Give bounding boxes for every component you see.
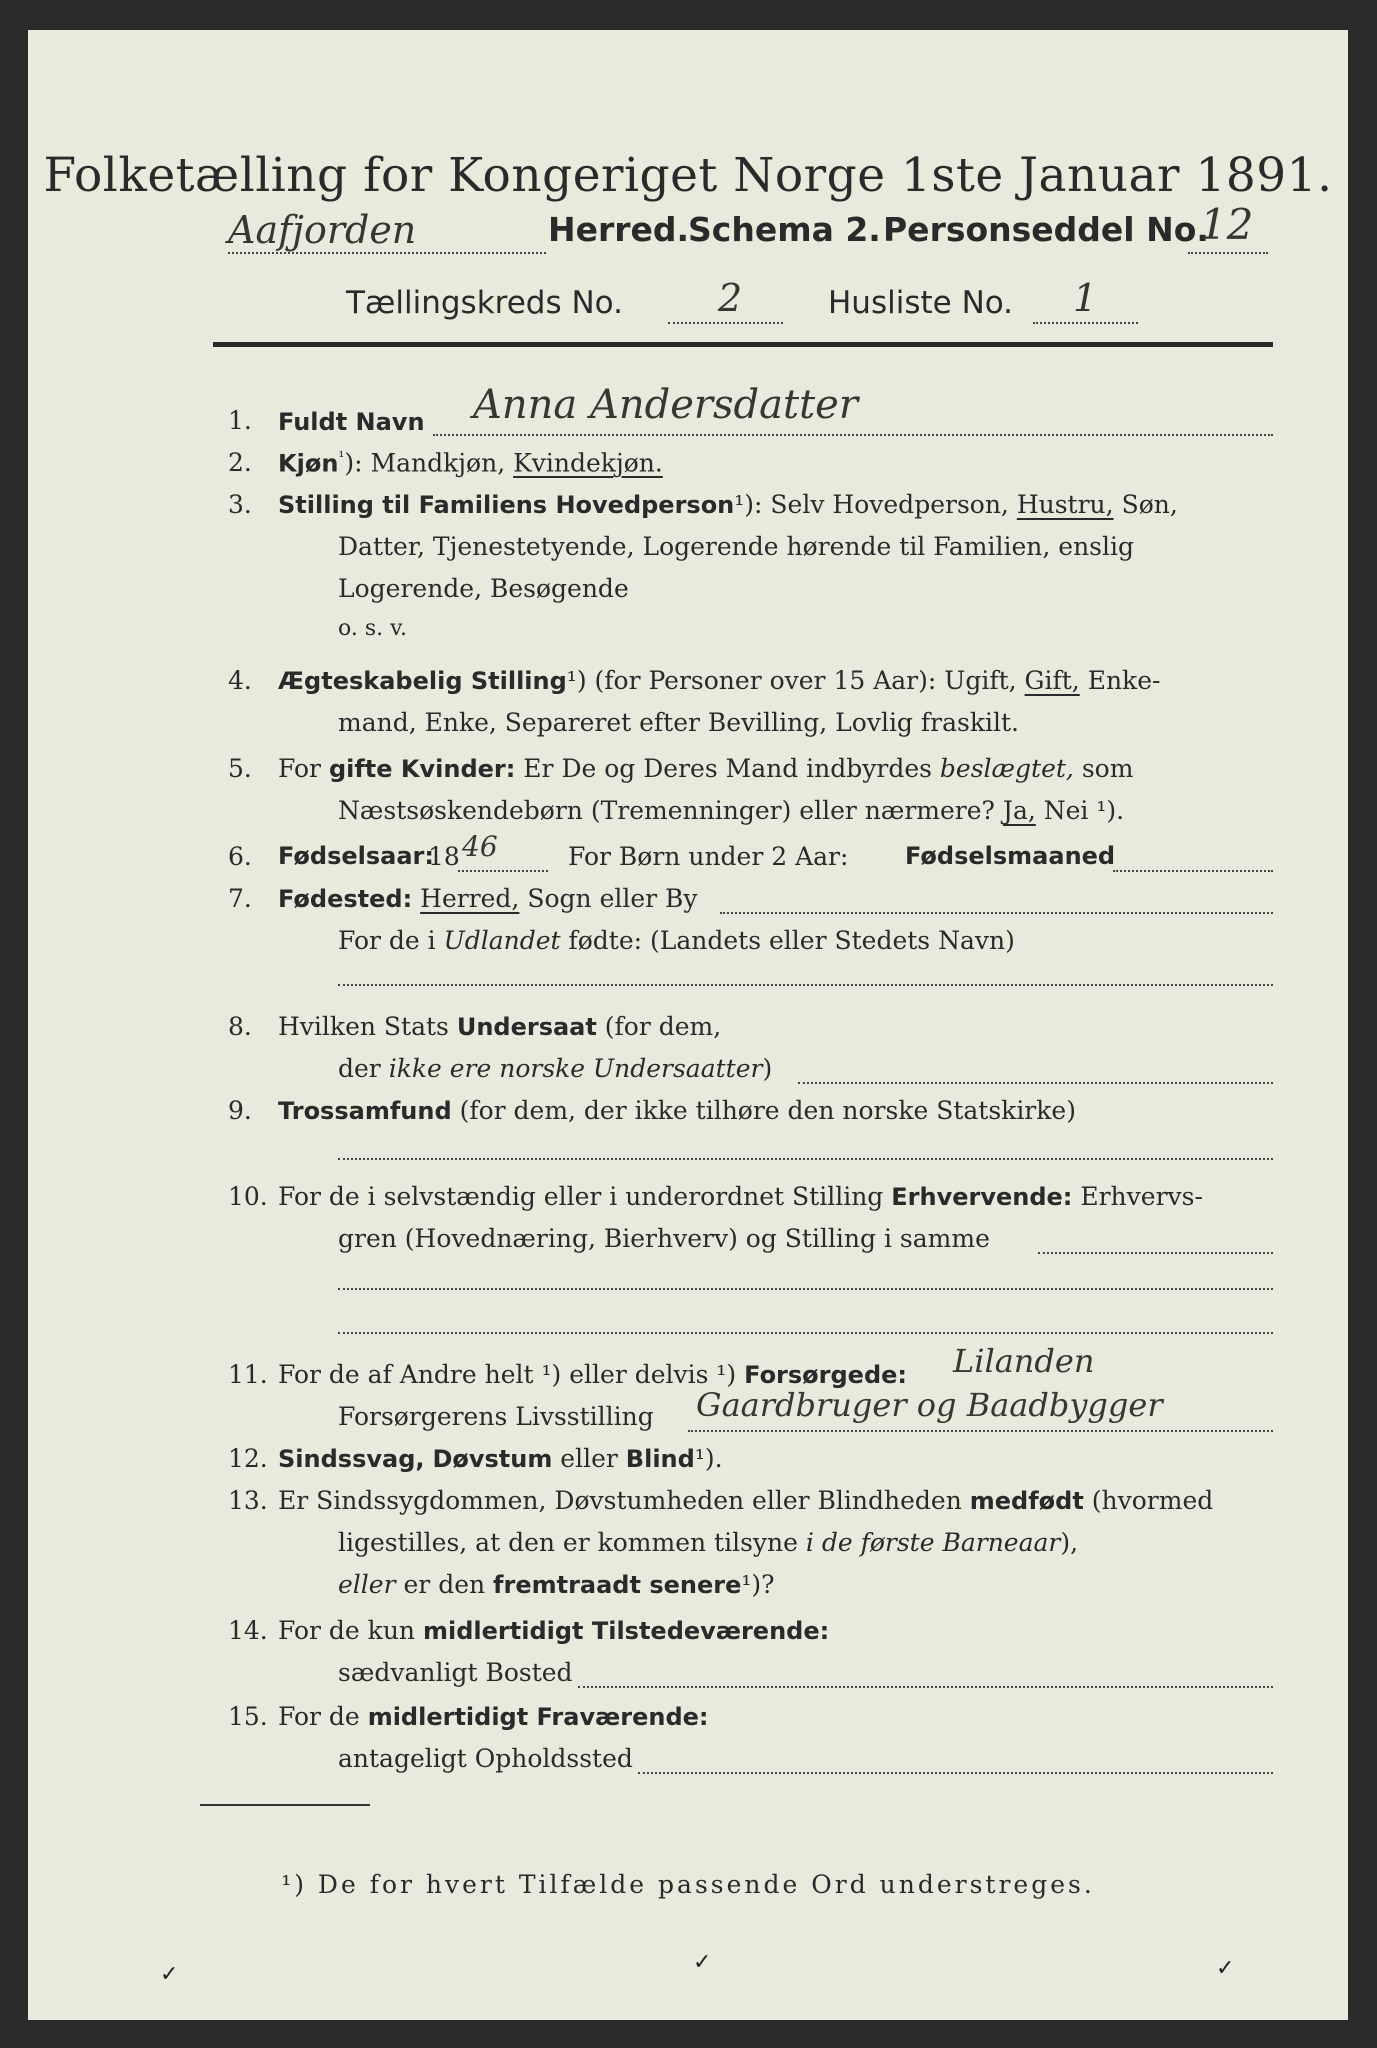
marital-status-options-1: ¹) (for Personer over 15 Aar): Ugift, — [566, 666, 1017, 695]
supported-label: Forsørgede: — [744, 1361, 908, 1389]
temporary-absent-label: midlertidigt Fraværende: — [367, 1703, 709, 1731]
temporary-present-label: midlertidigt Tilstedeværende: — [422, 1617, 830, 1645]
family-position-label: Stilling til Familiens Hovedperson — [278, 491, 735, 519]
congenital-is: er den — [403, 1570, 486, 1599]
item-14-number: 14. — [228, 1616, 268, 1645]
item-2-number: 2. — [228, 448, 252, 477]
congenital-post: (hvormed — [1091, 1486, 1214, 1515]
religion-note: (for dem, der ikke tilhøre den norske Statskirke) — [459, 1096, 1076, 1125]
husliste-label: Husliste No. — [828, 285, 1014, 321]
personseddel-label: Personseddel No. — [883, 210, 1209, 249]
birth-month-label: Fødselsmaaned — [905, 842, 1116, 870]
married-women-nei: Nei ¹). — [1043, 796, 1125, 825]
congenital-pre: Er Sindssygdommen, Døvstumheden eller Blindheden — [278, 1486, 962, 1515]
birthplace-options: Sogn eller By — [527, 884, 698, 913]
gender-selected: Kvindekjøn. — [513, 448, 663, 478]
married-women-selected: Ja, — [1002, 796, 1036, 825]
family-position-line-4: o. s. v. — [338, 616, 407, 641]
gender-line — [278, 448, 663, 477]
congenital-label: medfødt — [969, 1487, 1084, 1515]
birth-year-label: Fødselsaar: — [278, 842, 434, 870]
birth-year-value: 46 — [462, 830, 498, 863]
birth-year-dots — [458, 870, 548, 872]
citizenship-der: der — [338, 1054, 381, 1083]
occupation-label: Erhvervende: — [891, 1183, 1073, 1211]
congenital-line — [278, 1486, 1213, 1515]
marital-status-line — [278, 666, 1160, 695]
provider-occupation-dots — [688, 1430, 1273, 1432]
gender-label: Kjøn — [278, 449, 339, 478]
birthplace-line — [278, 884, 698, 913]
item-8-number: 8. — [228, 1012, 252, 1041]
birthplace-label: Fødested: — [278, 885, 413, 913]
herred-handwritten: Aafjorden — [228, 208, 417, 252]
kreds-number: 2 — [718, 276, 743, 320]
husliste-number: 1 — [1073, 276, 1098, 320]
personseddel-number: 12 — [1200, 200, 1254, 249]
citizenship-line — [278, 1012, 721, 1041]
corner-mark-right: ✓ — [1216, 1956, 1235, 1981]
item-15-number: 15. — [228, 1702, 268, 1731]
birthplace-abroad-line — [338, 926, 1015, 955]
religion-dots — [338, 1158, 1273, 1160]
herred-label: Herred. — [548, 210, 690, 249]
occupation-line-2: gren (Hovednæring, Bierhverv) og Stilling i samme — [338, 1224, 990, 1253]
item-9-number: 9. — [228, 1096, 252, 1125]
marital-status-line-2: mand, Enke, Separeret efter Bevilling, Lovlig fraskilt. — [338, 708, 1019, 737]
occupation-post: Erhvervs- — [1080, 1182, 1203, 1211]
congenital-later-label: fremtraadt senere — [493, 1571, 742, 1599]
birthplace-abroad-dots — [338, 984, 1273, 986]
religion-line — [278, 1096, 1273, 1125]
marital-status-label: Ægteskabelig Stilling — [278, 667, 567, 695]
provider-occupation-value: Gaardbruger og Baadbygger — [696, 1386, 1163, 1424]
usual-residence-label: sædvanligt Bosted — [338, 1658, 573, 1687]
married-women-line — [278, 754, 1133, 783]
item-3-number: 3. — [228, 490, 252, 519]
temporary-absent-pre: For de — [278, 1702, 360, 1731]
herred-dots — [228, 252, 546, 254]
birth-month-dots — [1113, 870, 1273, 872]
married-women-question: Er De og Deres Mand indbyrdes — [523, 754, 932, 783]
marital-status-selected: Gift, — [1024, 666, 1080, 695]
disability-or: eller — [560, 1444, 618, 1473]
item-7-number: 7. — [228, 884, 252, 913]
temporary-present-line — [278, 1616, 829, 1645]
item-10-number: 10. — [228, 1182, 268, 1211]
corner-mark-center: ✓ — [693, 1950, 712, 1975]
birth-month-note: For Børn under 2 Aar: — [568, 842, 849, 871]
marital-status-options-2: Enke- — [1087, 666, 1161, 695]
congenital-question: ¹)? — [741, 1570, 775, 1599]
kreds-label: Tællingskreds No. — [346, 285, 623, 321]
occupation-dots-1 — [1038, 1252, 1273, 1254]
footnote-rule — [200, 1804, 370, 1806]
temporary-present-pre: For de kun — [278, 1616, 416, 1645]
birthplace-abroad-word: Udlandet — [443, 926, 561, 955]
corner-mark-left: ✓ — [160, 1962, 179, 1987]
occupation-pre: For de i selvstændig eller i underordnet Stilling — [278, 1182, 884, 1211]
family-position-line — [278, 490, 1273, 519]
disability-footnote: ¹). — [694, 1444, 723, 1473]
item-4-number: 4. — [228, 666, 252, 695]
family-position-line-2: Datter, Tjenestetyende, Logerende hørende til Familien, enslig — [338, 532, 1135, 561]
schema-label: Schema 2. — [688, 210, 881, 249]
item-12-number: 12. — [228, 1444, 268, 1473]
item-1-number: 1. — [228, 406, 252, 435]
disability-line — [278, 1444, 723, 1473]
full-name-value: Anna Andersdatter — [473, 382, 858, 428]
item-6-number: 6. — [228, 842, 252, 871]
citizenship-post: (for dem, — [604, 1012, 722, 1041]
married-women-pre: For — [278, 754, 321, 783]
congenital-childhood: i de første Barneaar — [805, 1528, 1061, 1557]
item-5-number: 5. — [228, 754, 252, 783]
form-title: Folketælling for Kongeriget Norge 1ste Januar 1891. — [43, 148, 1333, 203]
occupation-dots-3 — [338, 1332, 1273, 1334]
disability-blind: Blind — [625, 1445, 695, 1473]
congenital-appeared: ligestilles, at den er kommen tilsyne — [338, 1528, 798, 1557]
citizenship-pre: Hvilken Stats — [278, 1012, 449, 1041]
usual-residence-dots — [578, 1686, 1273, 1688]
congenital-line-2 — [338, 1528, 1078, 1557]
gender-footnote-mark: ¹ — [338, 448, 345, 466]
probable-stay-label: antageligt Opholdssted — [338, 1744, 633, 1773]
birthplace-abroad-post: fødte: (Landets eller Stedets Navn) — [568, 926, 1015, 955]
footnote: ¹) De for hvert Tilfælde passende Ord understreges. — [281, 1870, 1095, 1899]
full-name-dots — [433, 434, 1273, 436]
supported-line — [278, 1360, 907, 1389]
birth-year-prefix: 18 — [428, 842, 460, 871]
temporary-absent-line — [278, 1702, 709, 1731]
full-name-label: Fuldt Navn — [278, 408, 425, 436]
occupation-line — [278, 1182, 1203, 1211]
probable-stay-dots — [638, 1772, 1273, 1774]
birthplace-abroad-pre: For de i — [338, 926, 436, 955]
family-position-selected: Hustru, — [1016, 490, 1114, 519]
husliste-dots — [1033, 322, 1138, 324]
gender-options: ): Mandkjøn, — [344, 448, 506, 478]
family-position-options-2: Søn, — [1121, 490, 1178, 519]
supported-pre: For de af Andre helt ¹) eller delvis ¹) — [278, 1360, 737, 1389]
provider-occupation-label: Forsørgerens Livsstilling — [338, 1402, 654, 1431]
citizenship-dots — [798, 1082, 1273, 1084]
married-women-related: beslægtet, — [939, 754, 1074, 783]
item-13-number: 13. — [228, 1486, 268, 1515]
birthplace-selected: Herred, — [420, 884, 520, 913]
married-women-som: som — [1081, 754, 1134, 783]
citizenship-line-2 — [338, 1054, 772, 1083]
header-rule — [213, 342, 1273, 347]
married-women-cousins: Næstsøskendebørn (Tremenninger) eller nærmere? — [338, 796, 995, 825]
personseddel-dots — [1188, 252, 1268, 254]
occupation-dots-2 — [338, 1288, 1273, 1290]
supported-value: Lilanden — [953, 1342, 1095, 1380]
congenital-or: eller — [338, 1570, 396, 1599]
family-position-line-3: Logerende, Besøgende — [338, 574, 629, 603]
congenital-paren: ), — [1060, 1528, 1079, 1557]
religion-label: Trossamfund — [278, 1097, 452, 1125]
family-position-options-1: ¹): Selv Hovedperson, — [734, 490, 1009, 519]
citizenship-foreign: ikke ere norske Undersaatter — [388, 1054, 763, 1083]
married-women-line-2 — [338, 796, 1124, 825]
disability-deafmute: Døvstum — [432, 1445, 553, 1473]
item-11-number: 11. — [228, 1360, 268, 1389]
congenital-line-3 — [338, 1570, 775, 1599]
disability-insane: Sindssvag, — [278, 1445, 425, 1473]
birthplace-dots — [720, 912, 1273, 914]
citizenship-label: Undersaat — [456, 1013, 597, 1041]
married-women-label: gifte Kvinder: — [328, 755, 516, 783]
census-form — [28, 30, 1348, 2020]
kreds-dots — [668, 322, 783, 324]
citizenship-paren: ) — [762, 1054, 773, 1083]
